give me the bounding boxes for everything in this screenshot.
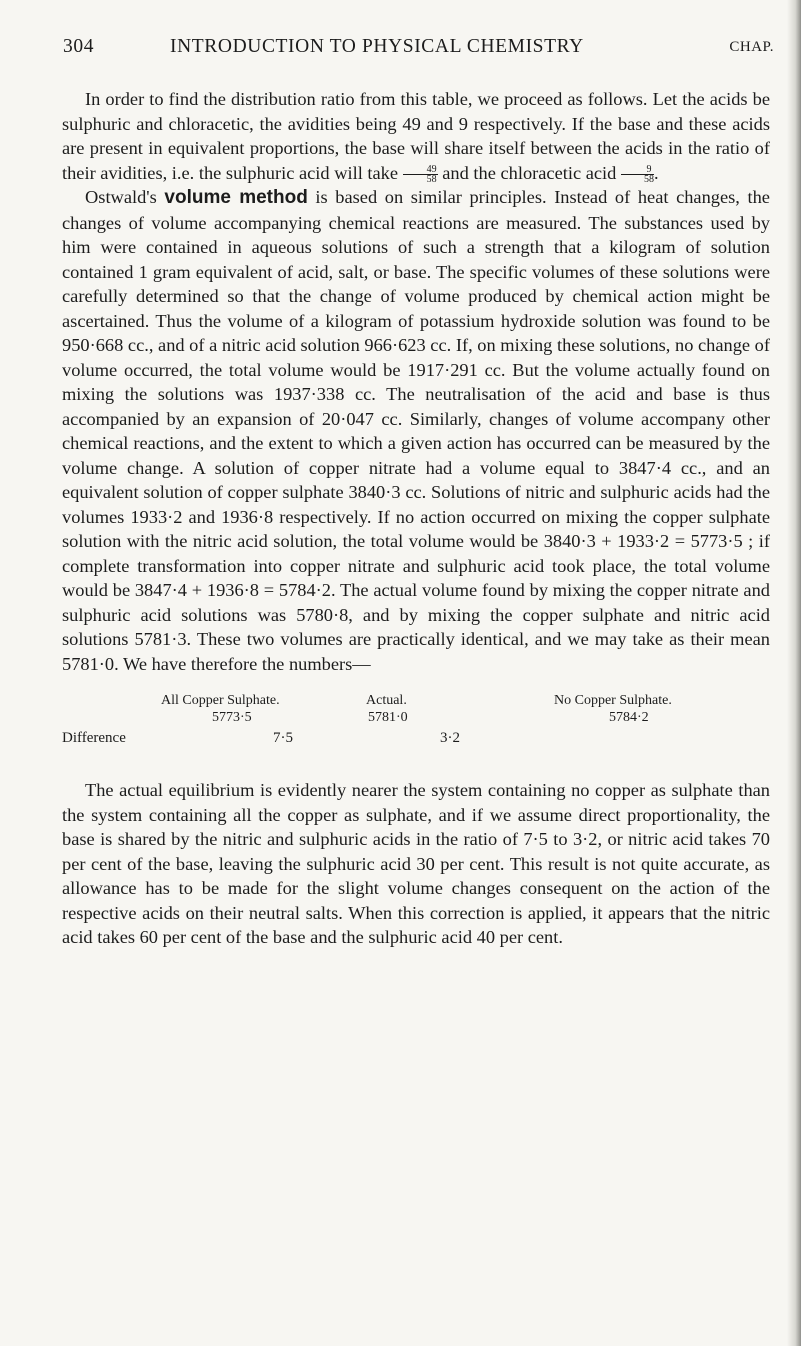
page-body xyxy=(62,87,770,950)
value-actual: 5781·0 xyxy=(368,710,408,725)
page-edge-shadow xyxy=(787,0,801,1346)
running-header xyxy=(62,30,774,60)
row-label-difference: Difference xyxy=(62,730,126,746)
volume-method-term: volume method xyxy=(164,187,308,208)
col-head-all-copper-sulphate: All Copper Sulphate. xyxy=(161,693,280,708)
fraction-49-58: $\frac{49}{58}$ xyxy=(403,165,438,184)
difference-value-1: 7·5 xyxy=(273,730,293,746)
value-all-copper-sulphate: 5773·5 xyxy=(212,710,252,725)
volume-comparison-table xyxy=(62,689,770,766)
value-no-copper-sulphate: 5784·2 xyxy=(609,710,649,725)
col-head-actual: Actual. xyxy=(366,693,407,708)
difference-value-2: 3·2 xyxy=(440,730,460,746)
paragraph-distribution-ratio: In order to find the distribution ratio from this table, we proceed as follows. Let the acids be sulphuric and chloracetic, the avidities being 49 and 9 respectively. If the base and these acids are present in equivalent proportions, the base will share itself between the acids in the ratio of their avidities, i.e. the sulphuric acid will take $\frac{49}{58}$ and the chloracetic acid $\frac{9}{58}$ . xyxy=(62,89,770,185)
paragraph-equilibrium: The actual equilibrium is evidently nearer the system containing no copper as sulphate than the system containing all the copper as sulphate, and if we assume direct proportionality, the base is shared by the nitric and sulphuric acids in the ratio of 7·5 to 3·2, or nitric acid takes 70 per cent of the base, leaving the sulphuric acid 30 per cent. This result is not quite accurate, as allowance has to be made for the slight volume changes consequent on the action of the respective acids on their neutral salts. When this correction is applied, it appears that the nitric acid takes 60 per cent of the base and the sulphuric acid 40 per cent. xyxy=(62,780,770,947)
chapter-marker: CHAP. xyxy=(729,39,774,55)
book-page xyxy=(62,30,774,947)
paragraph-volume-method: Ostwald's volume method is based on similar principles. Instead of heat changes, the changes of volume accompanying chemical reactions are measured. The substances used by him were contained in aqueous solutions of such a strength that a kilogram of solution contained 1 gram equivalent of acid, salt, or base. The specific volumes of these solutions were carefully determined so that the change of volume produced by chemical action might be ascertained. Thus the volume of a kilogram of potassium hydroxide solution was found to be 950·668 cc., and of a nitric acid solution 966·623 cc. If, on mixing these solutions, no change of volume occurred, the total volume would be 1917·291 cc. But the volume actually found on mixing the solutions was 1937·338 cc. The neutralisation of the acid and base is thus accompanied by an expansion of 20·047 cc. Similarly, changes of volume accompany other chemical reactions, and the extent to which a given action has occurred can be measured by the volume change. A solution of copper nitrate had a volume equal to 3847·4 cc., and an equivalent solution of copper sulphate 3840·3 cc. Solutions of nitric and sulphuric acids had the volumes 1933·2 and 1936·8 respectively. If no action occurred on mixing the copper sulphate solution with the nitric acid solution, the total volume would be 3840·3 + 1933·2 = 5773·5 ; if complete transformation into copper nitrate and sulphuric acid took place, the total volume would be 3847·4 + 1936·8 = 5784·2. The actual volume found by mixing the copper nitrate and sulphuric acid solutions was 5780·8, and by mixing the copper sulphate and nitric acid solutions 5781·3. These two volumes are practically identical, and we may take as their mean 5781·0. We have therefore the numbers— xyxy=(62,187,770,674)
col-head-no-copper-sulphate: No Copper Sulphate. xyxy=(554,693,672,708)
fraction-9-58: $\frac{9}{58}$ xyxy=(621,165,654,184)
page-number: 304 xyxy=(63,36,95,57)
running-title: INTRODUCTION TO PHYSICAL CHEMISTRY xyxy=(170,36,584,57)
